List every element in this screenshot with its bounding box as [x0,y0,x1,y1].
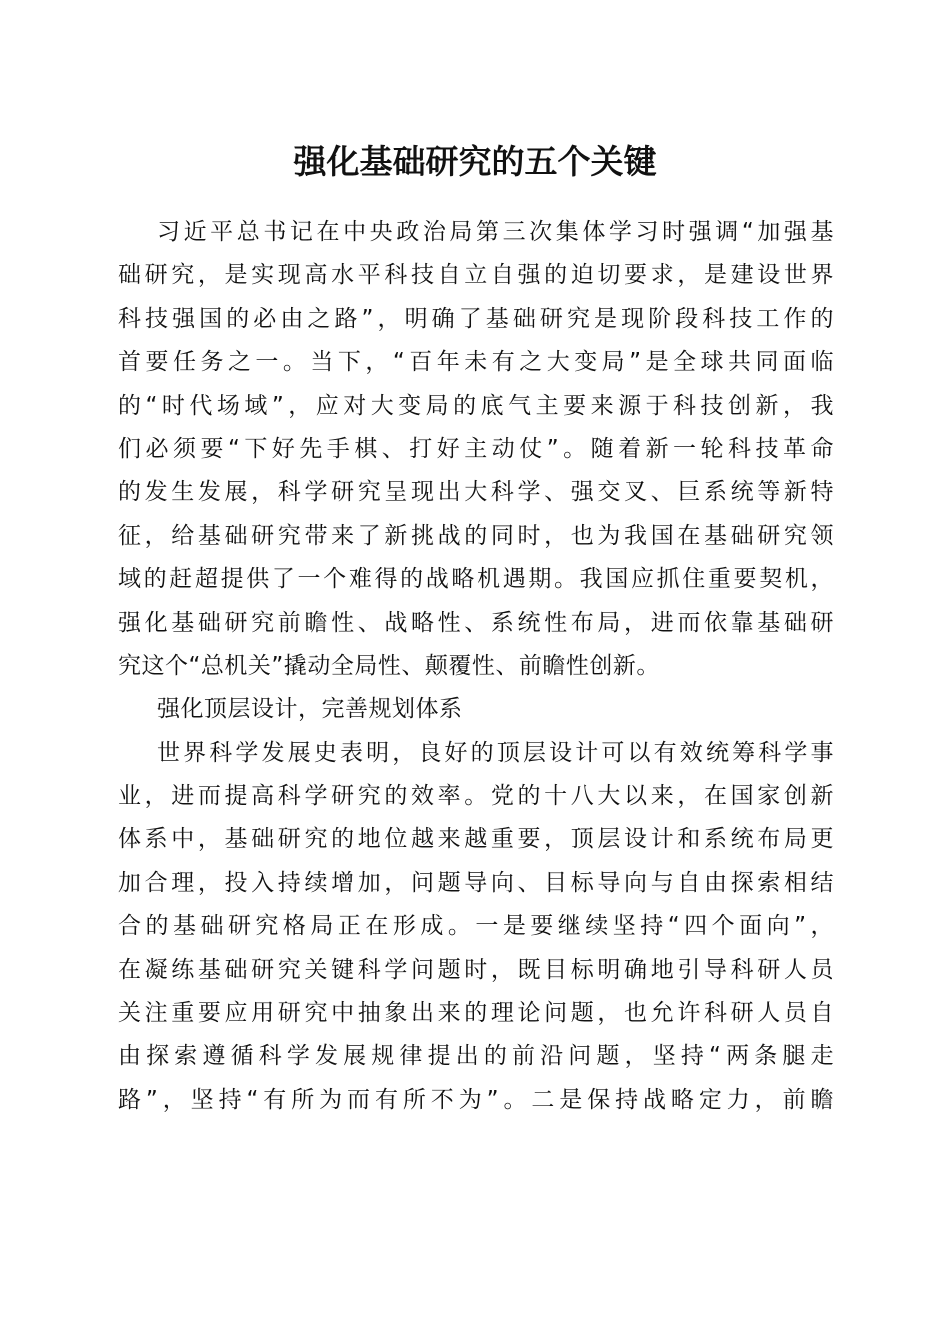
paragraph-1-line-6: 们必须要“下好先手棋、打好主动仗”。随着新一轮科技革命 [118,435,834,462]
paragraph-2-line-7: 关注重要应用研究中抽象出来的理论问题，也允许科研人员自 [118,1000,834,1027]
paragraph-2-line-5: 合的基础研究格局正在形成。一是要继续坚持“四个面向”， [118,913,834,940]
paragraph-1-line-3: 科技强国的必由之路”，明确了基础研究是现阶段科技工作的 [118,305,834,332]
paragraph-1-line-2: 础研究，是实现高水平科技自立自强的迫切要求，是建设世界 [118,262,834,289]
document-title: 强化基础研究的五个关键 [293,142,657,181]
paragraph-1-line-8: 征，给基础研究带来了新挑战的同时，也为我国在基础研究领 [118,522,834,549]
paragraph-2-line-2: 业，进而提高科学研究的效率。党的十八大以来，在国家创新 [118,783,834,810]
paragraph-1-line-9: 域的赶超提供了一个难得的战略机遇期。我国应抓住重要契机， [118,566,834,593]
paragraph-1-line-1: 习近平总书记在中央政治局第三次集体学习时强调“加强基 [157,219,834,245]
paragraph-1-line-4: 首要任务之一。当下，“百年未有之大变局”是全球共同面临 [118,349,834,376]
paragraph-1-line-5: 的“时代场域”，应对大变局的底气主要来源于科技创新，我 [118,392,834,419]
paragraph-2-line-1: 世界科学发展史表明，良好的顶层设计可以有效统筹科学事 [157,739,834,766]
section-heading: 强化顶层设计，完善规划体系 [157,696,463,723]
paragraph-1-line-10: 强化基础研究前瞻性、战略性、系统性布局，进而依靠基础研 [118,609,834,636]
paragraph-2-line-6: 在凝练基础研究关键科学问题时，既目标明确地引导科研人员 [118,956,834,983]
paragraph-2-line-8: 由探索遵循科学发展规律提出的前沿问题，坚持“两条腿走 [118,1043,834,1070]
paragraph-1-line-11: 究这个“总机关”撬动全局性、颠覆性、前瞻性创新。 [118,652,660,679]
paragraph-2-line-3: 体系中，基础研究的地位越来越重要，顶层设计和系统布局更 [118,826,834,853]
document-body [118,211,834,1122]
paragraph-2-line-9: 路”，坚持“有所为而有所不为”。二是保持战略定力，前瞻 [118,1086,834,1113]
paragraph-1-line-7: 的发生发展，科学研究呈现出大科学、强交叉、巨系统等新特 [118,479,834,506]
paragraph-2-line-4: 加合理，投入持续增加，问题导向、目标导向与自由探索相结 [118,869,834,896]
